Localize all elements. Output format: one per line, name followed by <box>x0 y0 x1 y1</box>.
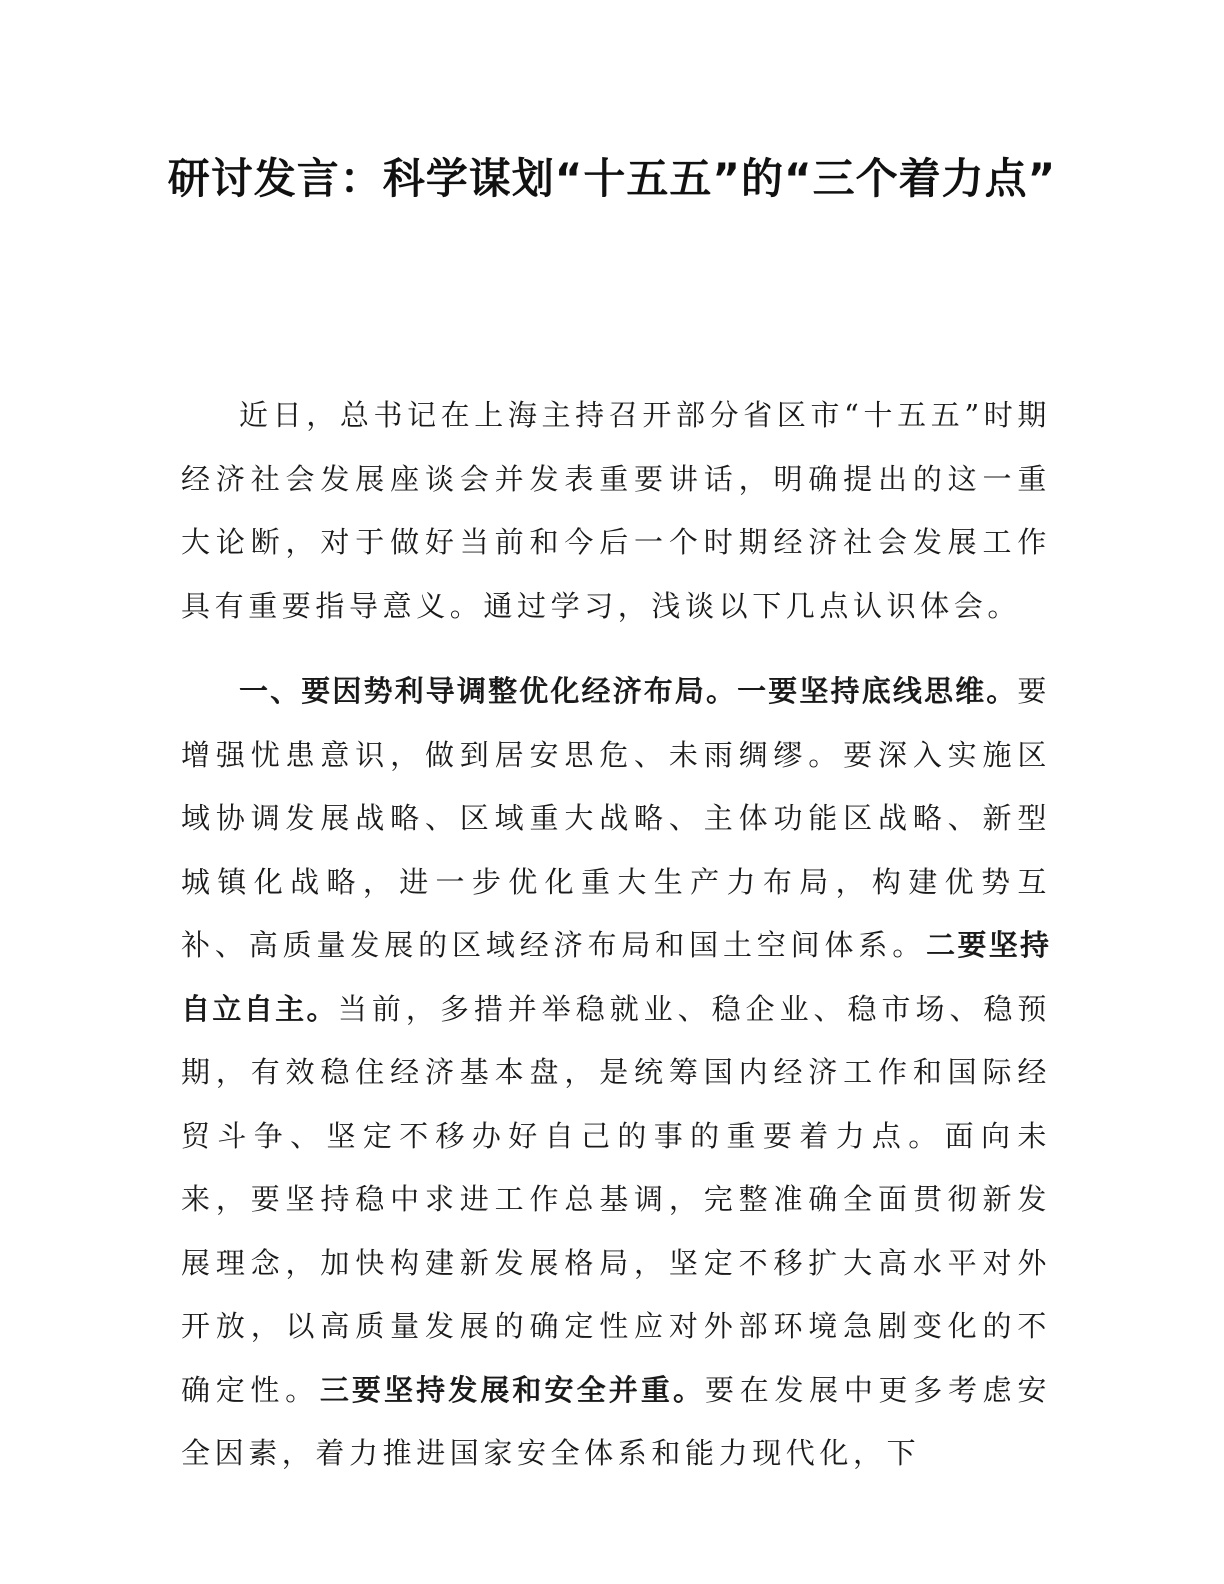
paragraph-section-one <box>181 660 1051 1486</box>
section-heading: 一、要因势利导调整优化经济布局。 <box>239 674 738 708</box>
paragraph-text: 近日，总书记在上海主持召开部分省区市“十五五”时期经济社会发展座谈会并发表重要讲话，明确提出的这一重大论断，对于做好当前和今后一个时期经济社会发展工作具有重要指导意义。通过学习，浅谈以下几点认识体会。 <box>181 398 1051 623</box>
point-heading-three: 三要坚持发展和安全并重。 <box>319 1372 706 1407</box>
point-heading-one: 一要坚持底线思维。 <box>737 674 1018 708</box>
paragraph-text: 要增强忧患意识，做到居安思危、未雨绸缪。要深入实施区域协调发展战略、区域重大战略、主体功能区战略、新型城镇化战略，进一步优化重大生产力布局，构建优势互补、高质量发展的区域经济布局和国土空间体系。 <box>181 674 1051 962</box>
point-heading-two: 二要坚持自立自主。 <box>181 928 1051 1026</box>
paragraph-text: 当前，多措并举稳就业、稳企业、稳市场、稳预期，有效稳住经济基本盘，是统筹国内经济工作和国际经贸斗争、坚定不移办好自己的事的重要着力点。面向未来，要坚持稳中求进工作总基调，完整准确全面贯彻新发展理念，加快构建新发展格局，坚定不移扩大高水平对外开放，以高质量发展的确定性应对外部环境急剧变化的不确定性。 <box>181 991 1051 1407</box>
document-title: 研讨发言：科学谋划“十五五”的“三个着力点” <box>167 154 1057 203</box>
document-body <box>181 384 1051 1486</box>
paragraph-intro <box>181 384 1051 638</box>
paragraph-text: 要在发展中更多考虑安全因素，着力推进国家安全体系和能力现代化，下 <box>181 1372 1051 1470</box>
